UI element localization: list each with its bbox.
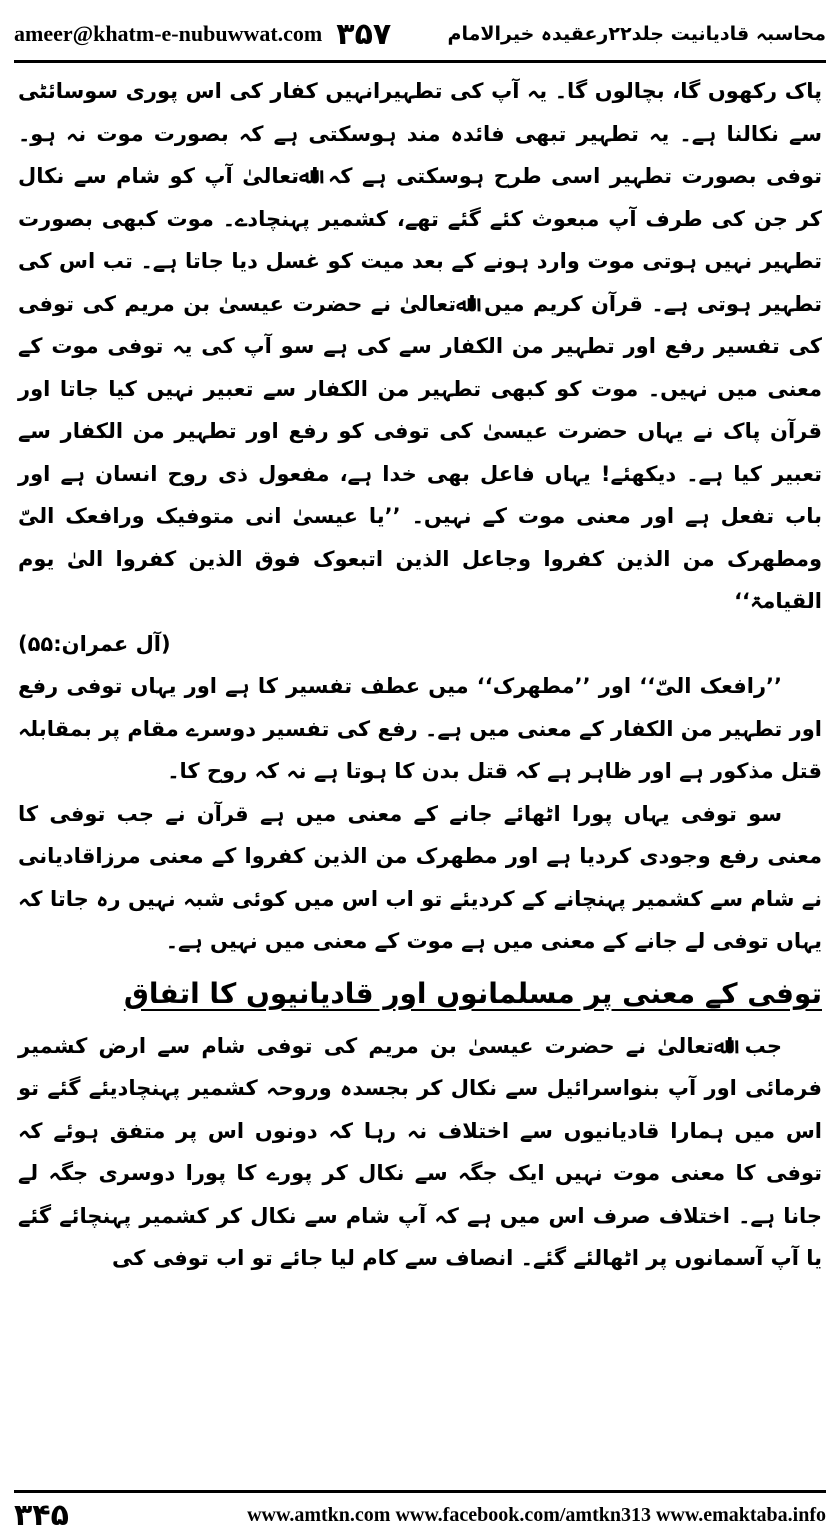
header-page-number: ۳۵۷ [336, 16, 392, 52]
page-body [18, 70, 822, 1480]
verse-reference: (آل عمران:۵۵) [18, 631, 171, 656]
body-paragraph-2: ’’رافعک الیّ‘‘ اور ’’مطھرک‘‘ میں عطف تفسیر کا ہے اور یہاں توفی رفع اور تطہیر من الکفار کے معنی میں ہے۔ رفع کی تفسیر دوسرے مقام پر بمقابلہ قتل مذکور ہے اور ظاہر ہے کہ قتل بدن کا ہوتا ہے نہ کہ روح کا۔ [18, 674, 822, 783]
header-left [14, 17, 391, 52]
body-paragraph-3: سو توفی یہاں پورا اٹھائے جانے کے معنی میں ہے قرآن نے جب توفی کا معنی رفع وجودی کردیا ہے اور مطھرک من الذین کفروا کے معنی مرزاقادیانی نے شام سے کشمیر پہنچانے کے کردیئے تو اب اس میں کوئی شبہ نہیں رہ جاتا کہ یہاں توفی لے جانے کے معنی میں ہے موت کے معنی میں نہیں ہے۔ [18, 801, 822, 953]
header-book-title: محاسبہ قادیانیت جلد۲۲رعقیدہ خیرالامام [447, 23, 826, 45]
section-heading: توفی کے معنی پر مسلمانوں اور قادیانیوں کا اتفاق [123, 976, 822, 1010]
header-rule [14, 60, 826, 63]
page-header [14, 8, 826, 60]
body-paragraph-1: پاک رکھوں گا، بچالوں گا۔ یہ آپ کی تطہیرانہیں کفار کی اس پوری سوسائٹی سے نکالنا ہے۔ یہ تطہیر تبھی فائدہ مند ہوسکتی ہے کہ بصورت موت نہ ہو۔ توفی بصورت تطہیر اسی طرح ہوسکتی ہے کہ اﷲتعالیٰ آپ کو شام سے نکال کر جن کی طرف آپ مبعوث کئے گئے تھے، کشمیر پہنچادے۔ موت کبھی بصورت تطہیر نہیں ہوتی موت وارد ہونے کے بعد میت کو غسل دیا جاتا ہے۔ تب اس کی تطہیر ہوتی ہے۔ قرآن کریم میں اﷲتعالیٰ نے حضرت عیسیٰ بن مریم کی توفی کی تفسیر رفع اور تطہیر من الکفار سے کی ہے سو آپ کی یہ توفی موت کے معنی میں نہیں۔ موت کو کبھی تطہیر من الکفار سے تعبیر نہیں کیا جاتا اور قرآن پاک نے یہاں حضرت عیسیٰ کی توفی کو رفع اور تطہیر من الکفار سے تعبیر کیا ہے۔ دیکھئے! یہاں فاعل بھی خدا ہے، مفعول ذی روح انسان ہے اور باب تفعل ہے اور معنی موت کے نہیں۔ ’’یا عیسیٰ انی متوفیک ورافعک الیّ ومطھرک من الذین کفروا وجاعل الذین اتبعوک فوق الذین کفروا الیٰ یوم القیامۃ‘‘ [18, 79, 822, 613]
verse-reference-row [18, 623, 822, 666]
body-paragraph-4: جب اﷲتعالیٰ نے حضرت عیسیٰ بن مریم کی توفی شام سے ارض کشمیر فرمائی اور آپ بنواسرائیل سے نکال کر بجسدہ وروحہ کشمیر پہنچادیئے گئے تو اس میں ہمارا قادیانیوں سے اختلاف نہ رہا کہ دونوں اس پر متفق ہوئے کہ توفی کا معنی موت نہیں ایک جگہ سے نکال کر پورے کا پورا دوسری جگہ لے جانا ہے۔ اختلاف صرف اس میں ہے کہ آپ شام سے نکال کر کشمیر پہنچائے گئے یا آپ آسمانوں پر اٹھالئے گئے۔ انصاف سے کام لیا جائے تو اب توفی کی [18, 1033, 822, 1270]
footer-links: www.amtkn.com www.facebook.com/amtkn313 www.emaktaba.info [247, 1503, 826, 1526]
page-footer [14, 1490, 826, 1537]
header-email: ameer@khatm-e-nubuwwat.com [14, 21, 323, 46]
footer-folio: ۳۴۵ [14, 1497, 69, 1533]
